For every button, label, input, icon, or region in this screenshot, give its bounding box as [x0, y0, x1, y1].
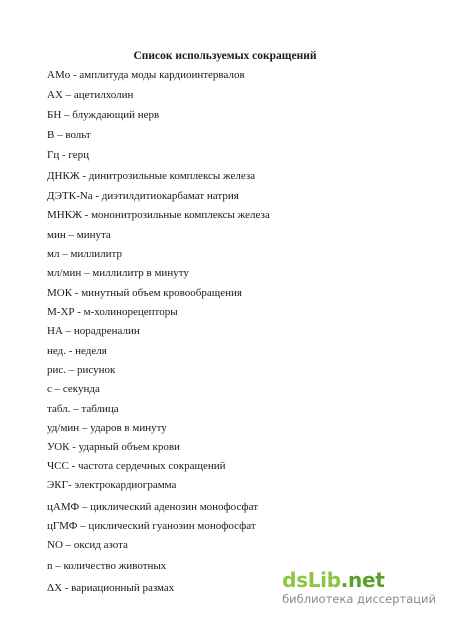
page-title: Список используемых сокращений	[133, 50, 317, 62]
list-item: Гц - герц	[47, 149, 90, 161]
list-item: МОК - минутный объем кровообращения	[47, 287, 242, 299]
list-item: НА – норадреналин	[47, 325, 140, 337]
list-item: цАМФ – циклический аденозин монофосфат	[47, 501, 259, 513]
list-item: цГМФ – циклический гуанозин монофосфат	[47, 520, 256, 532]
list-item: с – секунда	[47, 383, 100, 395]
list-item: мл/мин – миллилитр в минуту	[47, 267, 189, 279]
list-item: БН – блуждающий нерв	[47, 109, 160, 121]
list-item: NO – оксид азота	[47, 539, 128, 551]
watermark-subtitle: библиотека диссертаций	[282, 592, 436, 606]
list-item: мин – минута	[47, 229, 111, 241]
list-item: AX – ацетилхолин	[47, 89, 134, 101]
list-item: М-ХР - м-холинорецепторы	[47, 306, 178, 318]
list-item: рис. – рисунок	[47, 364, 116, 376]
list-item: ЭКГ- электрокардиограмма	[47, 479, 177, 491]
list-item: МНКЖ - мононитрозильные комплексы железа	[47, 209, 270, 221]
list-item: В – вольт	[47, 129, 91, 141]
list-item: мл – миллилитр	[47, 248, 122, 260]
list-item: ДЭТК-Na - диэтилдитиокарбамат натрия	[47, 190, 239, 202]
list-item: ДНКЖ - динитрозильные комплексы железа	[47, 170, 256, 182]
list-item: УОК - ударный объем крови	[47, 441, 180, 453]
list-item: нед. - неделя	[47, 345, 107, 357]
list-item: AMo - амплитуда моды кардиоинтервалов	[47, 69, 245, 81]
list-item: n – количество животных	[47, 560, 167, 572]
list-item: табл. – таблица	[47, 403, 119, 415]
list-item: ΔX - вариационный размах	[47, 582, 175, 594]
logo-domain: .net	[340, 568, 385, 592]
watermark	[282, 569, 436, 606]
list-item: уд/мин – ударов в минуту	[47, 422, 167, 434]
watermark-logo	[282, 569, 436, 591]
list-item: ЧСС - частота сердечных сокращений	[47, 460, 226, 472]
logo-main: dsLib	[282, 568, 341, 592]
